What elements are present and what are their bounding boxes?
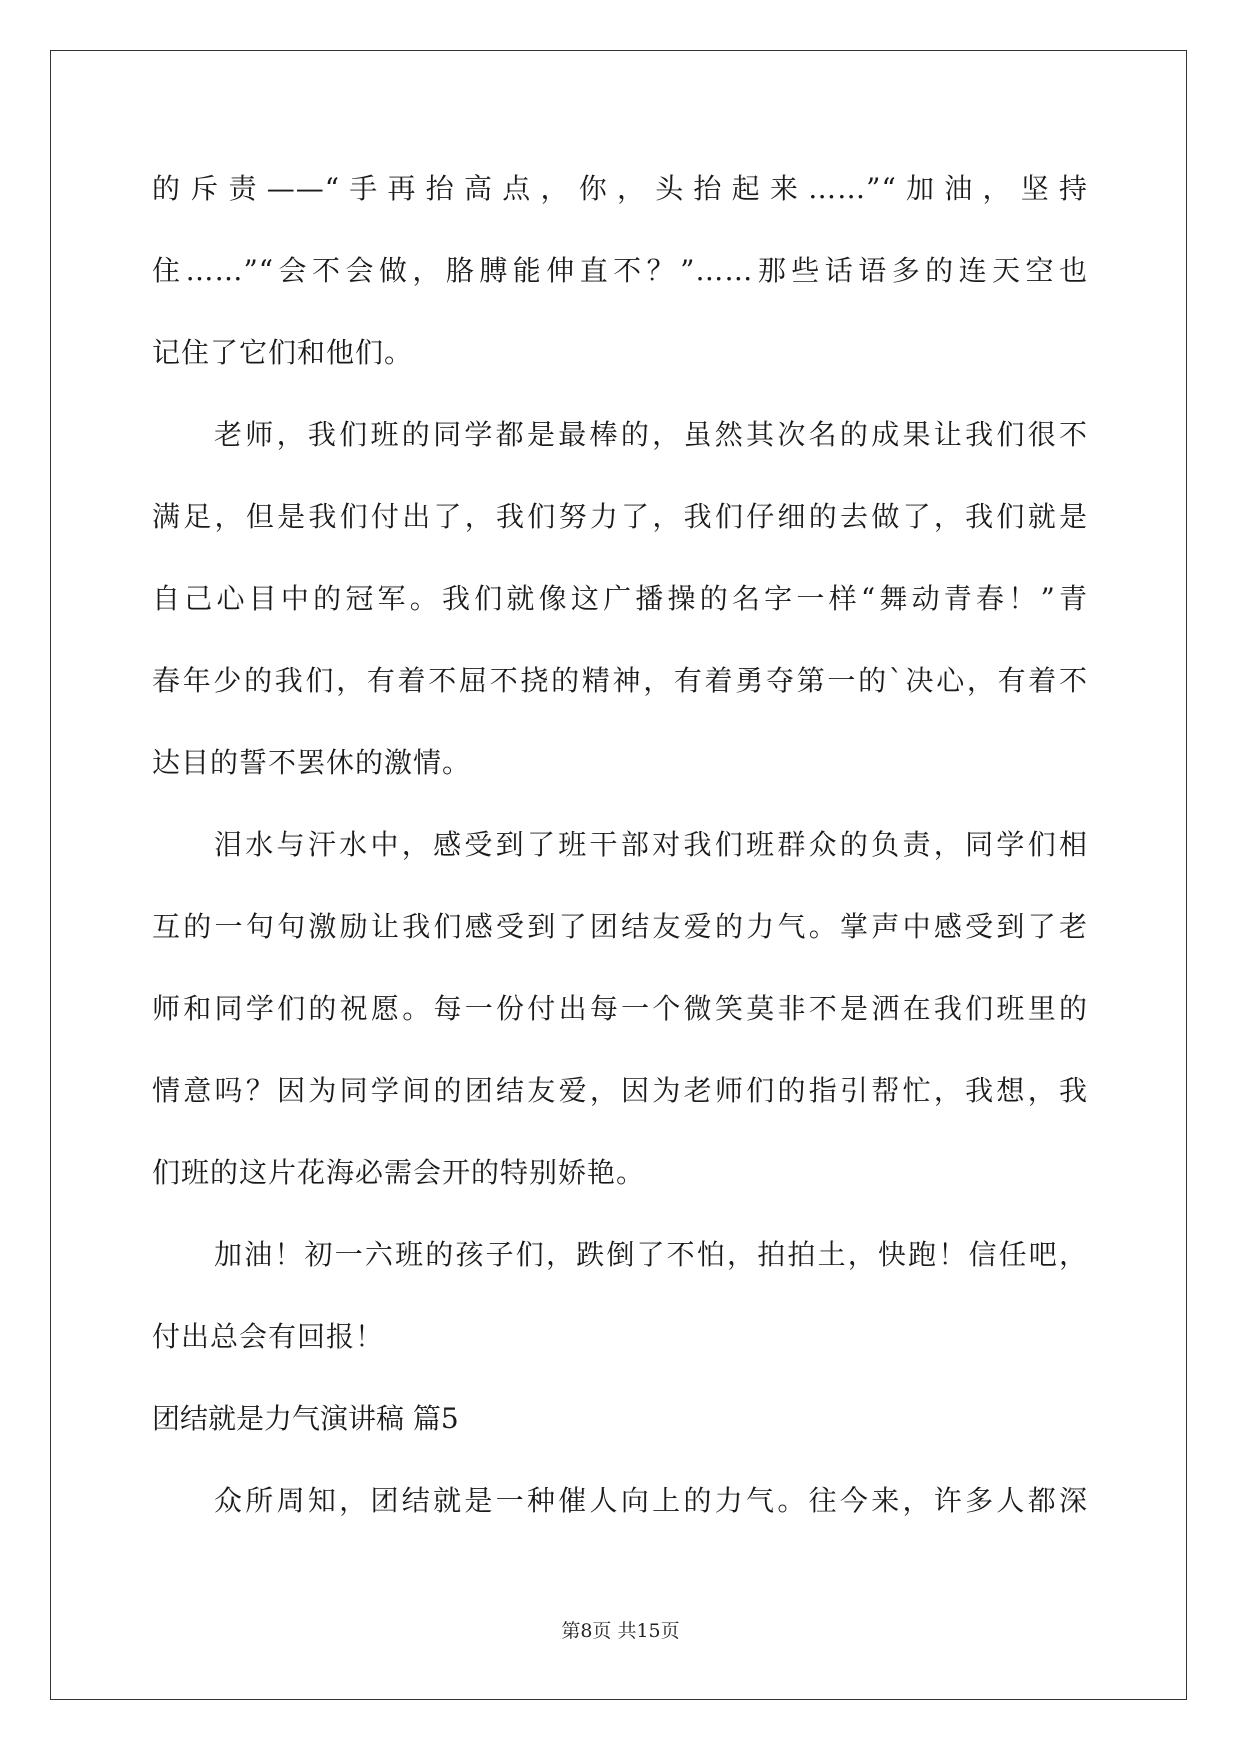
document-body [152, 148, 1088, 1542]
text-line: 满足，但是我们付出了，我们努力了，我们仔细的去做了，我们就是 [152, 500, 1088, 533]
text-line: 互的一句句激励让我们感受到了团结友爱的力气。掌声中感受到了老 [152, 910, 1088, 943]
text-line: 达目的誓不罢休的激情。 [152, 746, 472, 779]
text-line: 加油！初一六班的孩子们，跌倒了不怕，拍拍土，快跑！信任吧， [214, 1238, 1088, 1271]
text-line: 老师，我们班的同学都是最棒的，虽然其次名的成果让我们很不 [214, 418, 1088, 451]
text-line: 记住了它们和他们。 [152, 336, 414, 369]
text-line: 泪水与汗水中，感受到了班干部对我们班群众的负责，同学们相 [214, 828, 1088, 861]
text-line: 众所周知，团结就是一种催人向上的力气。往今来，许多人都深 [214, 1484, 1088, 1517]
text-line: 住……”“会不会做，胳膊能伸直不？”……那些话语多的连天空也 [152, 254, 1088, 287]
text-line: 师和同学们的祝愿。每一份付出每一个微笑莫非不是洒在我们班里的 [152, 992, 1088, 1025]
text-line: 自己心目中的冠军。我们就像这广播操的名字一样“舞动青春！”青 [152, 582, 1088, 615]
page-number-footer: 第8页 共15页 [561, 1620, 680, 1642]
text-line: 的斥责——“手再抬高点，你，头抬起来……”“加油，坚持 [152, 172, 1088, 205]
section-heading: 团结就是力气演讲稿 篇5 [152, 1402, 459, 1435]
text-line: 情意吗？因为同学间的团结友爱，因为老师们的指引帮忙，我想，我 [152, 1074, 1088, 1107]
text-line: 们班的这片花海必需会开的特别娇艳。 [152, 1156, 646, 1189]
text-line: 春年少的我们，有着不屈不挠的精神，有着勇夺第一的`决心，有着不 [152, 664, 1088, 697]
text-line: 付出总会有回报！ [152, 1320, 385, 1353]
